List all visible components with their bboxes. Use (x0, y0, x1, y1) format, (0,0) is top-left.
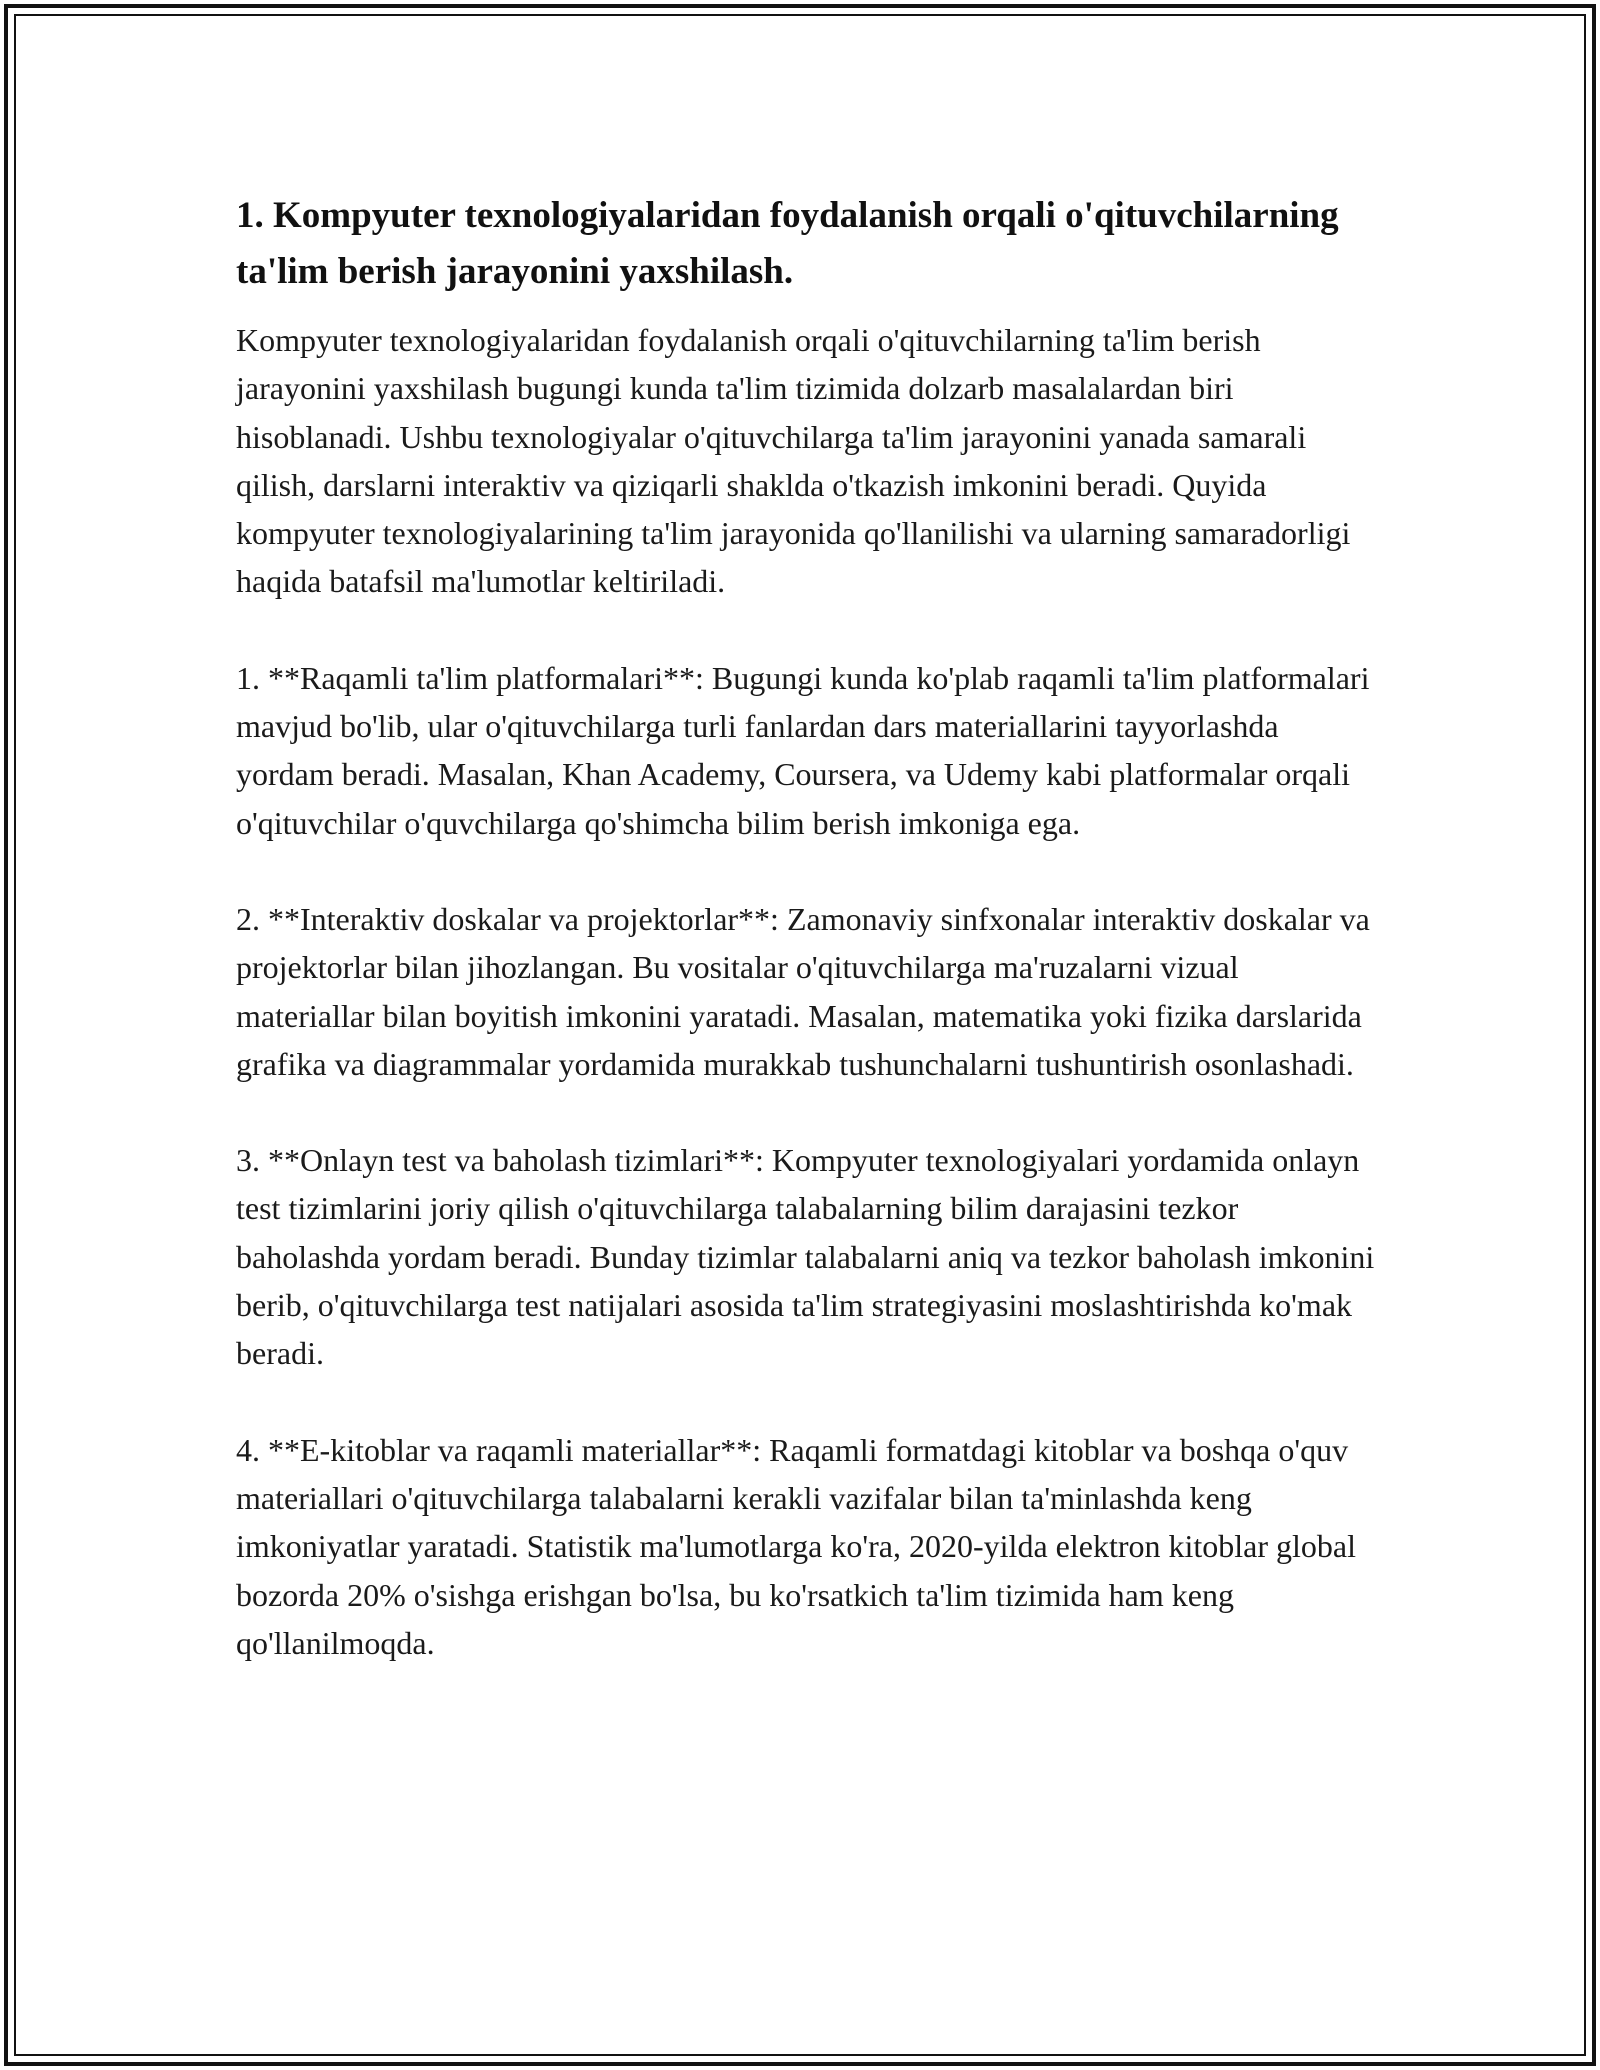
list-item-digital-platforms: 1. **Raqamli ta'lim platformalari**: Bugungi kunda ko'plab raqamli ta'lim platformalari mavjud bo'lib, ular o'qituvchilarga turli fanlardan dars materiallarini tayyorlashda yordam beradi. Masalan, Khan Academy, Coursera, va Udemy kabi platformalar orqali o'qituvchilar o'quvchilarga qo'shimcha bilim berish imkoniga ega. (236, 659, 1370, 841)
document-body (236, 188, 1376, 1667)
list-item-interactive-boards: 2. **Interaktiv doskalar va projektorlar**: Zamonaviy sinfxonalar interaktiv doskalar va projektorlar bilan jihozlangan. Bu vositalar o'qituvchilarga ma'ruzalarni vizual materiallar bilan boyitish imkonini yaratadi. Masalan, matematika yoki fizika darslarida grafika va diagrammalar yordamida murakkab tushunchalarni tushuntirish osonlashadi. (236, 900, 1370, 1082)
list-item-online-testing: 3. **Onlayn test va baholash tizimlari**: Kompyuter texnologiyalari yordamida onlayn test tizimlarini joriy qilish o'qituvchilarga talabalarning bilim darajasini tezkor baholashda yordam beradi. Bunday tizimlar talabalarni aniq va tezkor baholash imkonini berib, o'qituvchilarga test natijalari asosida ta'lim strategiyasini moslashtirishda ko'mak beradi. (236, 1142, 1375, 1372)
list-item-ebooks: 4. **E-kitoblar va raqamli materiallar**: Raqamli formatdagi kitoblar va boshqa o'quv materiallari o'qituvchilarga talabalarni kerakli vazifalar bilan ta'minlashda keng imkoniyatlar yaratadi. Statistik ma'lumotlarga ko'ra, 2020-yilda elektron kitoblar global bozorda 20% o'sishga erishgan bo'lsa, bu ko'rsatkich ta'lim tizimida ham keng qo'llanilmoqda. (236, 1431, 1356, 1661)
document-title: 1. Kompyuter texnologiyalaridan foydalanish orqali o'qituvchilarning ta'lim berish jarayonini yaxshilash. (236, 195, 1339, 292)
intro-paragraph: Kompyuter texnologiyalaridan foydalanish orqali o'qituvchilarning ta'lim berish jarayonini yaxshilash bugungi kunda ta'lim tizimida dolzarb masalalardan biri hisoblanadi. Ushbu texnologiyalar o'qituvchilarga ta'lim jarayonini yanada samarali qilish, darslarni interaktiv va qiziqarli shaklda o'tkazish imkonini beradi. Quyida kompyuter texnologiyalarining ta'lim jarayonida qo'llanilishi va ularning samaradorligi haqida batafsil ma'lumotlar keltiriladi. (236, 322, 1351, 600)
